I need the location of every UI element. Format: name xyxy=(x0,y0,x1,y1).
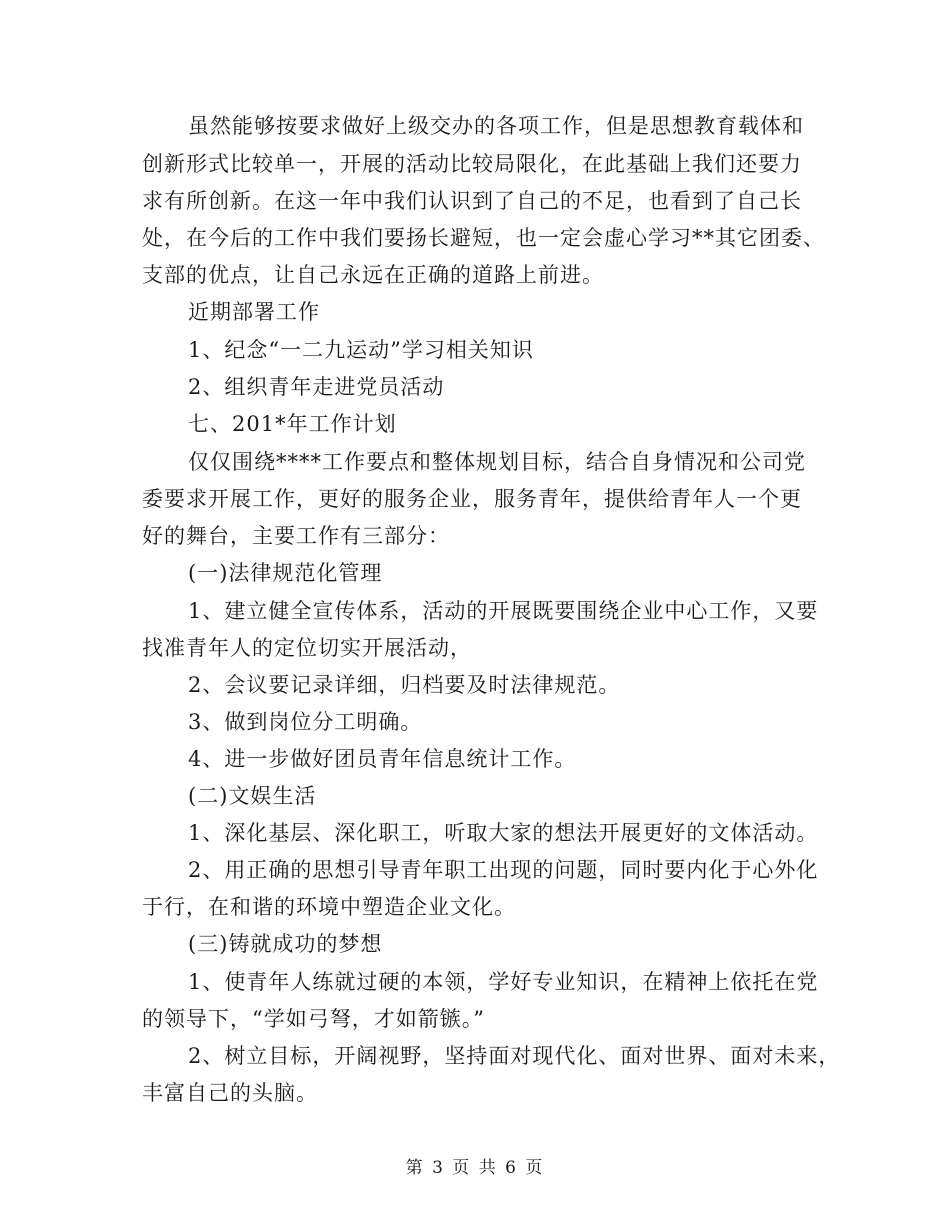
list-item: 1、建立健全宣传体系，活动的开展既要围绕企业中心工作，又要 xyxy=(188,599,819,623)
list-item: 3、做到岗位分工明确。 xyxy=(188,710,423,734)
page-number-footer: 第 3 页 共 6 页 xyxy=(405,1158,545,1178)
section-heading: 七、201*年工作计划 xyxy=(188,412,397,436)
paragraph-line: 委要求开展工作，更好的服务企业，服务青年，提供给青年人一个更 xyxy=(142,487,802,511)
list-item-continuation: 丰富自己的头脑。 xyxy=(142,1081,318,1105)
paragraph-line: 仅仅围绕****工作要点和整体规划目标，结合自身情况和公司党 xyxy=(188,450,806,474)
paragraph-line: 虽然能够按要求做好上级交办的各项工作，但是思想教育载体和 xyxy=(188,114,804,138)
list-item-continuation: 的领导下，“学如弓弩，才如箭镞。” xyxy=(142,1007,485,1031)
list-item: 4、进一步做好团员青年信息统计工作。 xyxy=(188,747,577,771)
list-item-continuation: 于行，在和谐的环境中塑造企业文化。 xyxy=(142,895,516,919)
paragraph-line: 求有所创新。在这一年中我们认识到了自己的不足，也看到了自己长 xyxy=(142,189,802,213)
paragraph-line: 支部的优点，让自己永远在正确的道路上前进。 xyxy=(142,263,604,287)
subsection-heading: (一)法律规范化管理 xyxy=(188,561,383,585)
paragraph-line: 创新形式比较单一，开展的活动比较局限化，在此基础上我们还要力 xyxy=(142,152,802,176)
paragraph-line: 处，在今后的工作中我们要扬长避短，也一定会虚心学习**其它团委、 xyxy=(142,226,825,250)
list-item: 2、用正确的思想引导青年职工出现的问题，同时要内化于心外化 xyxy=(188,858,819,882)
list-item: 1、使青年人练就过硬的本领，学好专业知识，在精神上依托在党 xyxy=(188,970,819,994)
paragraph-line: 好的舞台，主要工作有三部分： xyxy=(142,524,450,548)
list-item: 2、会议要记录详细，归档要及时法律规范。 xyxy=(188,673,621,697)
list-item: 1、深化基层、深化职工，听取大家的想法开展更好的文体活动。 xyxy=(188,821,819,845)
list-item: 2、组织青年走进党员活动 xyxy=(188,375,445,399)
list-item: 1、纪念“一二九运动”学习相关知识 xyxy=(188,338,534,362)
subsection-heading: (三)铸就成功的梦想 xyxy=(188,932,383,956)
list-item: 2、树立目标，开阔视野，坚持面对现代化、面对世界、面对未来， xyxy=(188,1044,841,1068)
section-heading: 近期部署工作 xyxy=(188,300,320,324)
list-item-continuation: 找准青年人的定位切实开展活动， xyxy=(142,636,472,660)
subsection-heading: (二)文娱生活 xyxy=(188,784,317,808)
